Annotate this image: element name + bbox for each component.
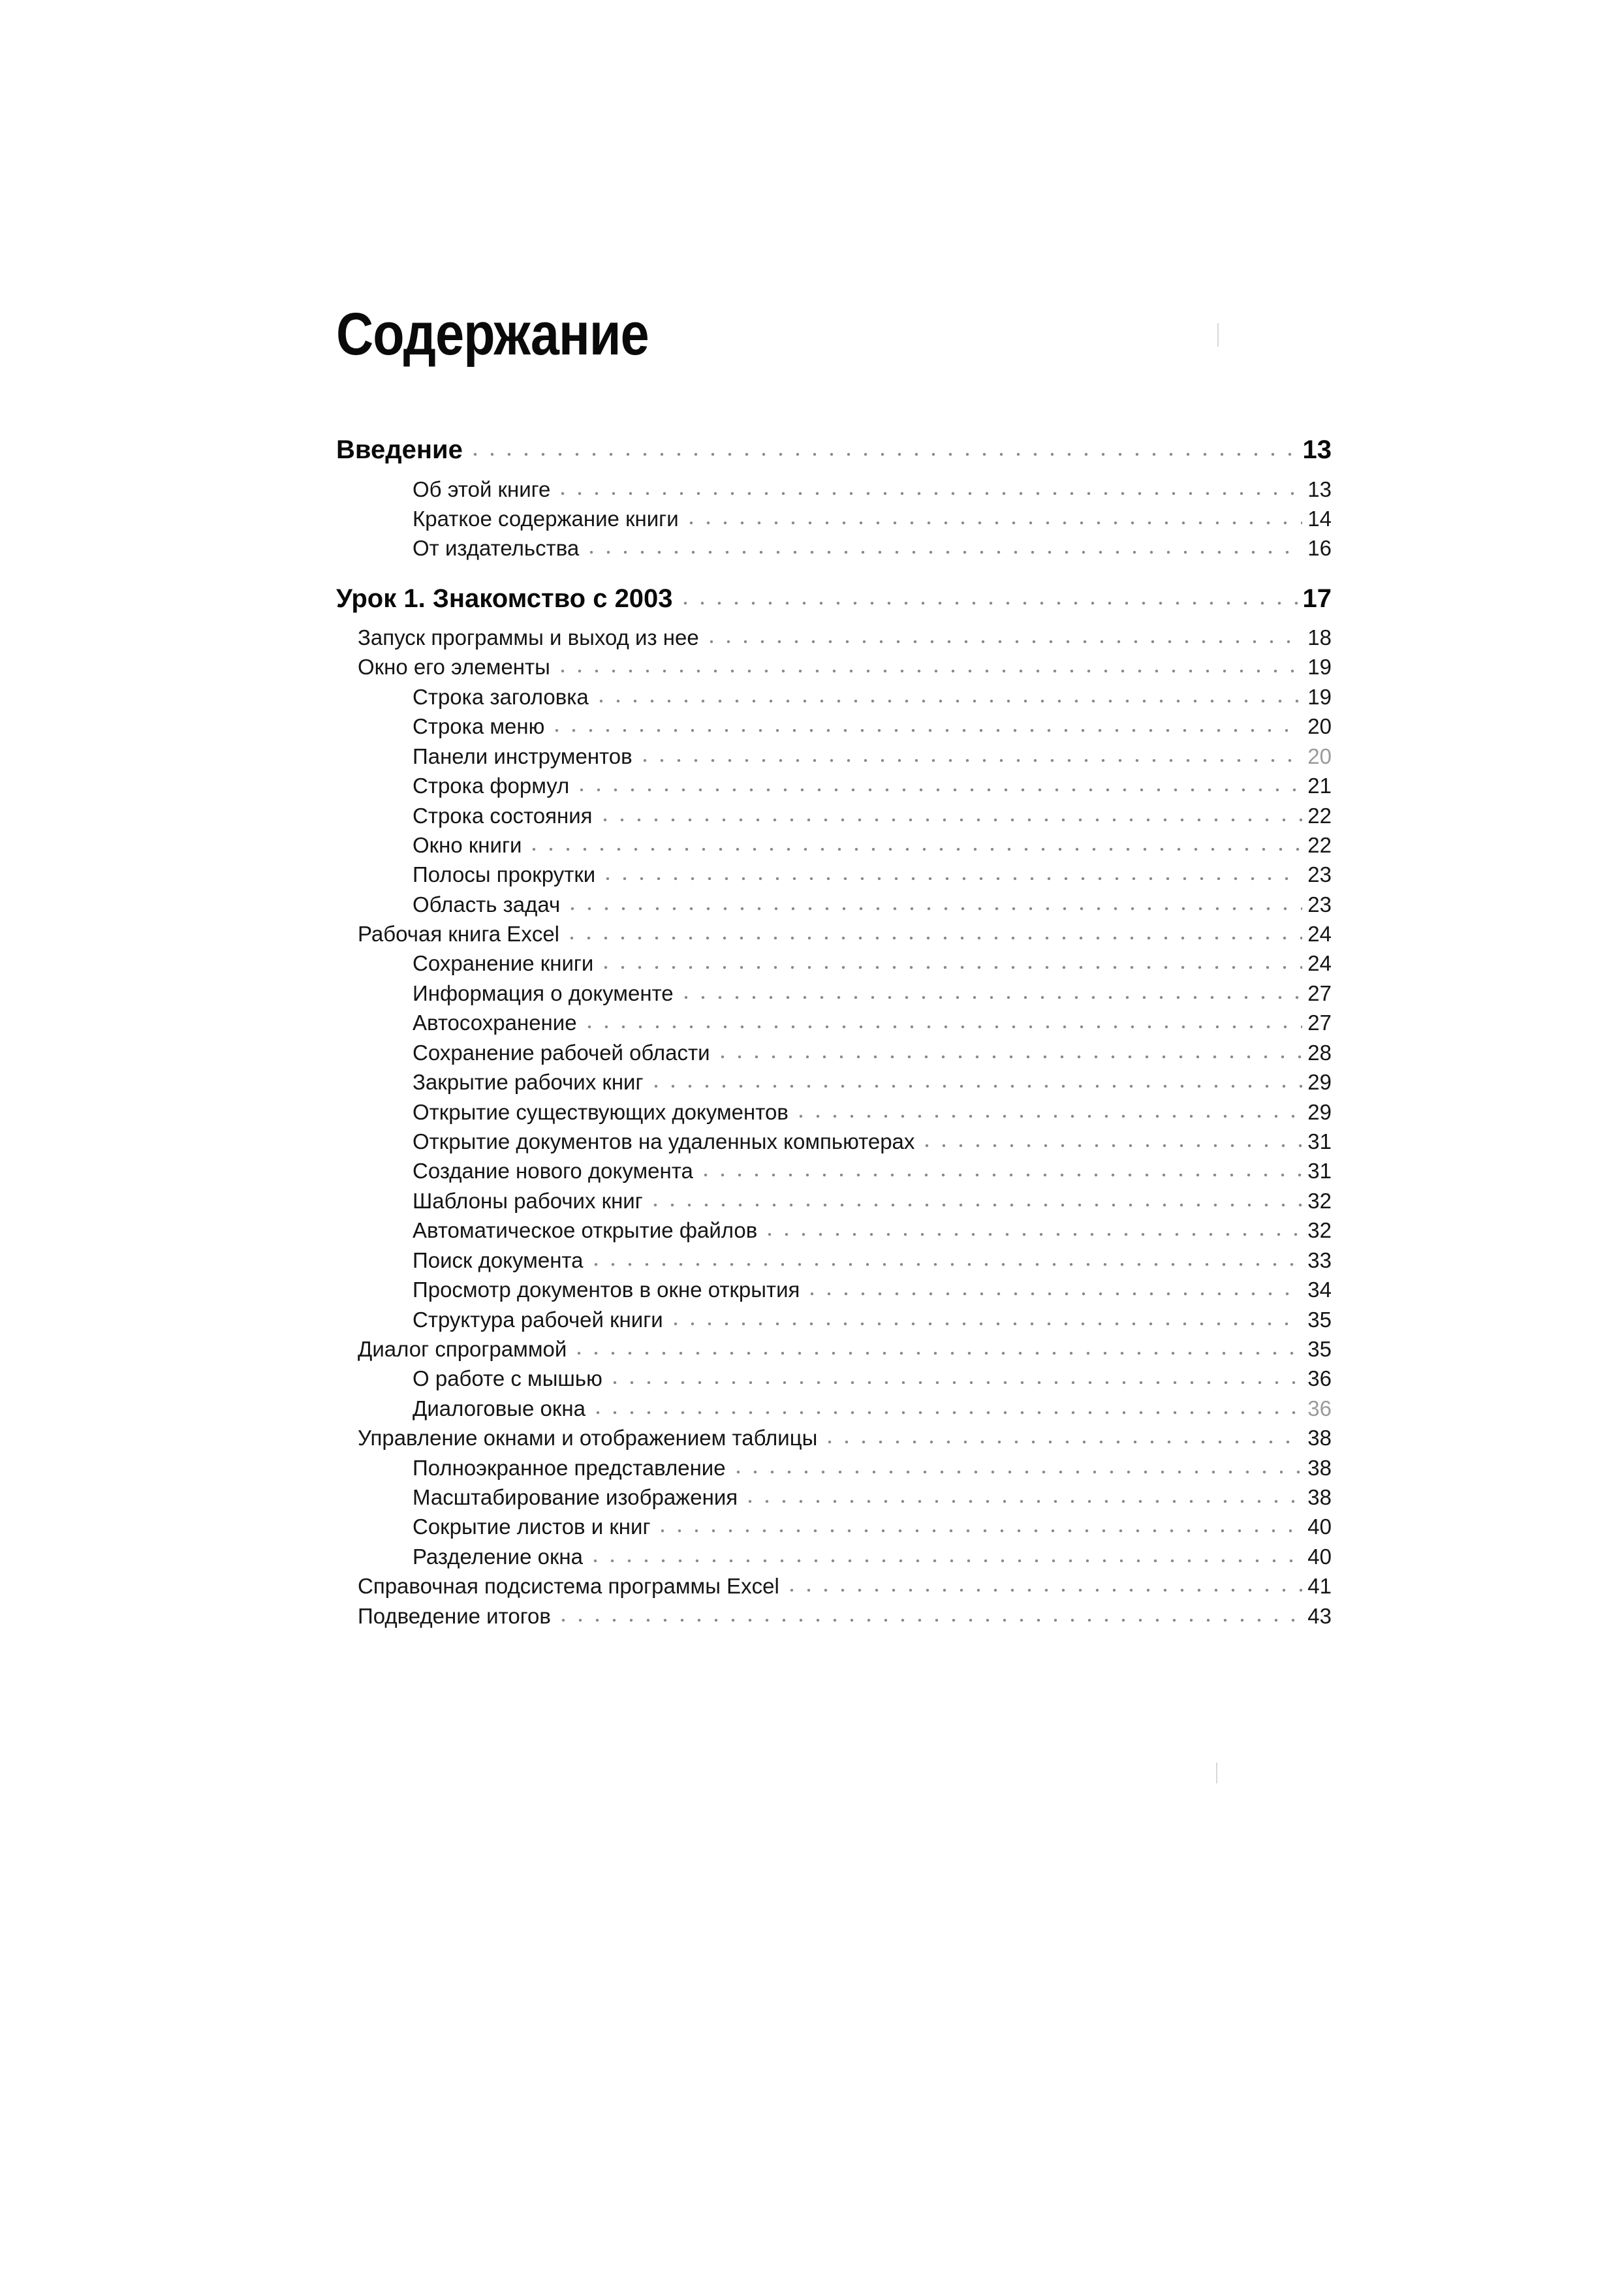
toc-entry bbox=[413, 890, 1332, 919]
dot-leader bbox=[589, 1409, 1302, 1416]
toc-entry-label: Введение bbox=[336, 435, 463, 464]
toc-entry bbox=[413, 1216, 1332, 1245]
toc-entry-label: Открытие существующих документов bbox=[413, 1100, 789, 1124]
dot-leader bbox=[583, 549, 1302, 556]
toc-entry-page: 40 bbox=[1307, 1545, 1332, 1569]
toc-entry bbox=[358, 1602, 1332, 1631]
toc-entry bbox=[358, 623, 1332, 652]
toc-entry-label: Рабочая книга Excel bbox=[358, 922, 560, 946]
toc-entry-page: 23 bbox=[1307, 892, 1332, 917]
dot-leader bbox=[654, 1528, 1302, 1534]
toc-entry bbox=[358, 1335, 1332, 1364]
toc-entry-page: 36 bbox=[1307, 1396, 1332, 1420]
dot-leader bbox=[636, 757, 1303, 764]
toc-entry bbox=[413, 505, 1332, 533]
toc-entry-label: Строка формул bbox=[413, 774, 570, 798]
toc-entry bbox=[413, 831, 1332, 860]
toc-entry bbox=[413, 1187, 1332, 1216]
toc-entry-page: 22 bbox=[1307, 804, 1332, 828]
dot-leader bbox=[761, 1231, 1302, 1238]
toc-entry-label: От издательства bbox=[413, 536, 580, 560]
toc-entry-page: 31 bbox=[1307, 1129, 1332, 1153]
toc-entry-label: Сохранение книги bbox=[413, 951, 594, 975]
toc-entry-page: 18 bbox=[1307, 625, 1332, 650]
dot-leader bbox=[730, 1469, 1303, 1475]
toc-entry bbox=[413, 1009, 1332, 1037]
toc-entry-label: Просмотр документов в окне открытия bbox=[413, 1278, 800, 1302]
toc-entry-page: 35 bbox=[1307, 1337, 1332, 1361]
toc-entry bbox=[413, 860, 1332, 889]
toc-entry bbox=[413, 979, 1332, 1008]
toc-entry bbox=[358, 920, 1332, 949]
toc-entry-page: 32 bbox=[1307, 1189, 1332, 1213]
toc-entry-page: 23 bbox=[1307, 862, 1332, 886]
toc-entry bbox=[358, 1424, 1332, 1452]
dot-leader bbox=[647, 1202, 1303, 1208]
toc-entry-label: Сохранение рабочей области bbox=[413, 1041, 710, 1065]
toc-entry bbox=[413, 1068, 1332, 1097]
toc-entry bbox=[413, 742, 1332, 771]
toc-entry-page: 20 bbox=[1307, 744, 1332, 768]
toc-entry-label: Закрытие рабочих книг bbox=[413, 1070, 644, 1094]
toc-entry bbox=[413, 712, 1332, 741]
dot-leader bbox=[697, 1172, 1302, 1178]
dot-leader bbox=[792, 1113, 1302, 1120]
toc-entry bbox=[413, 683, 1332, 712]
scan-artifact bbox=[1216, 1763, 1217, 1783]
toc-entry-label: Область задач bbox=[413, 892, 561, 917]
toc-entry bbox=[413, 534, 1332, 563]
scan-artifact bbox=[1217, 323, 1219, 347]
toc-entry-page: 21 bbox=[1307, 774, 1332, 798]
dot-leader bbox=[804, 1291, 1302, 1297]
toc-entry-introduction bbox=[336, 432, 1332, 467]
toc-entry bbox=[413, 1157, 1332, 1185]
toc-entry bbox=[413, 1246, 1332, 1275]
toc-entry-page: 27 bbox=[1307, 1011, 1332, 1035]
toc-entry bbox=[413, 772, 1332, 800]
dot-leader bbox=[587, 1558, 1302, 1564]
dot-leader bbox=[599, 875, 1302, 882]
dot-leader bbox=[587, 1261, 1303, 1268]
toc-entry-label: Диалог спрограммой bbox=[358, 1337, 567, 1361]
toc-entry-label: Справочная подсистема программы Excel bbox=[358, 1574, 779, 1598]
toc-entry-page: 38 bbox=[1307, 1485, 1332, 1509]
toc-entry-page: 13 bbox=[1307, 477, 1332, 501]
toc-entry-label: Полноэкранное представление bbox=[413, 1456, 726, 1480]
dot-leader bbox=[597, 817, 1303, 823]
dot-leader bbox=[667, 1321, 1303, 1327]
toc-entry bbox=[358, 653, 1332, 682]
toc-entry-page: 28 bbox=[1307, 1041, 1332, 1065]
toc-entry bbox=[413, 1454, 1332, 1482]
toc-entry bbox=[413, 1364, 1332, 1393]
toc-entry-label: Полосы прокрутки bbox=[413, 862, 596, 886]
toc-entry-label: Информация о документе bbox=[413, 981, 674, 1005]
toc-entry-label: Урок 1. Знакомство с 2003 bbox=[336, 584, 673, 613]
dot-leader bbox=[606, 1379, 1302, 1386]
toc-entry bbox=[413, 1039, 1332, 1067]
toc-entry-label: Разделение окна bbox=[413, 1545, 583, 1569]
dot-leader bbox=[548, 727, 1302, 734]
toc-entry-page: 32 bbox=[1307, 1218, 1332, 1242]
toc-entry-label: Краткое содержание книги bbox=[413, 507, 679, 531]
toc-entry bbox=[413, 1098, 1332, 1127]
dot-leader bbox=[563, 935, 1302, 941]
dot-leader bbox=[525, 846, 1302, 853]
toc-entry-page: 35 bbox=[1307, 1308, 1332, 1332]
toc-entry-page: 20 bbox=[1307, 714, 1332, 738]
dot-leader bbox=[678, 994, 1303, 1001]
toc-entry-label: Подведение итогов bbox=[358, 1604, 551, 1628]
toc-entry-label: Поиск документа bbox=[413, 1248, 584, 1272]
toc-entry bbox=[413, 1483, 1332, 1512]
toc-entry-label: Создание нового документа bbox=[413, 1159, 693, 1183]
toc-entry-label: Автоматическое открытие файлов bbox=[413, 1218, 758, 1242]
toc-entry-page: 24 bbox=[1307, 922, 1332, 946]
toc-entry-lesson-1 bbox=[336, 581, 1332, 616]
toc-entry-label: Шаблоны рабочих книг bbox=[413, 1189, 643, 1213]
dot-leader bbox=[581, 1024, 1303, 1030]
toc-entry-page: 16 bbox=[1307, 536, 1332, 560]
toc-entry-page: 29 bbox=[1307, 1100, 1332, 1124]
toc-entry bbox=[413, 1513, 1332, 1541]
dot-leader bbox=[554, 490, 1302, 497]
toc-entry bbox=[413, 1394, 1332, 1423]
toc-entry-label: Сокрытие листов и книг bbox=[413, 1514, 651, 1539]
toc-entry-page: 14 bbox=[1307, 507, 1332, 531]
dot-leader bbox=[918, 1142, 1302, 1149]
toc-entry bbox=[413, 802, 1332, 830]
dot-leader bbox=[570, 1350, 1302, 1357]
toc-entry-page: 13 bbox=[1302, 435, 1332, 464]
toc-entry-page: 31 bbox=[1307, 1159, 1332, 1183]
toc-entry-label: Панели инструментов bbox=[413, 744, 632, 768]
toc-entry bbox=[413, 949, 1332, 978]
toc-entry-page: 19 bbox=[1307, 655, 1332, 679]
toc-entry-page: 41 bbox=[1307, 1574, 1332, 1598]
toc-entry bbox=[413, 1127, 1332, 1156]
toc-entry-page: 24 bbox=[1307, 951, 1332, 975]
toc-entry bbox=[413, 1543, 1332, 1571]
toc-entry-label: Структура рабочей книги bbox=[413, 1308, 663, 1332]
toc-entry-label: Строка состояния bbox=[413, 804, 593, 828]
toc-entry bbox=[413, 475, 1332, 504]
dot-leader bbox=[783, 1587, 1303, 1593]
dot-leader bbox=[597, 964, 1302, 971]
toc-entry-page: 22 bbox=[1307, 833, 1332, 857]
toc-entry-label: О работе с мышью bbox=[413, 1366, 602, 1390]
toc-entry-label: Об этой книге bbox=[413, 477, 551, 501]
toc-entry-label: Открытие документов на удаленных компьютерах bbox=[413, 1129, 915, 1153]
dot-leader bbox=[648, 1083, 1303, 1090]
toc-entry-page: 38 bbox=[1307, 1426, 1332, 1450]
toc-entry-page: 17 bbox=[1302, 584, 1332, 613]
dot-leader bbox=[683, 520, 1303, 526]
toc-entry-page: 38 bbox=[1307, 1456, 1332, 1480]
page-title: Содержание bbox=[336, 301, 649, 368]
dot-leader bbox=[467, 451, 1298, 458]
toc-entry-label: Окно его элементы bbox=[358, 655, 550, 679]
toc-entry-label: Управление окнами и отображением таблицы bbox=[358, 1426, 818, 1450]
toc-entry-label: Диалоговые окна bbox=[413, 1396, 586, 1420]
toc-entry-page: 27 bbox=[1307, 981, 1332, 1005]
toc-entry bbox=[358, 1572, 1332, 1601]
dot-leader bbox=[573, 787, 1302, 793]
toc-entry bbox=[413, 1276, 1332, 1304]
dot-leader bbox=[555, 1617, 1302, 1623]
toc-entry-page: 43 bbox=[1307, 1604, 1332, 1628]
toc-entry-label: Автосохранение bbox=[413, 1011, 577, 1035]
dot-leader bbox=[593, 698, 1302, 704]
toc-entry-label: Запуск программы и выход из нее bbox=[358, 625, 699, 650]
toc-entry-page: 29 bbox=[1307, 1070, 1332, 1094]
toc-entry-page: 34 bbox=[1307, 1278, 1332, 1302]
toc-entry bbox=[413, 1306, 1332, 1334]
dot-leader bbox=[677, 600, 1298, 606]
dot-leader bbox=[821, 1439, 1302, 1445]
toc-entry-label: Окно книги bbox=[413, 833, 522, 857]
toc-entry-page: 40 bbox=[1307, 1514, 1332, 1539]
toc-entry-label: Строка меню bbox=[413, 714, 545, 738]
dot-leader bbox=[742, 1498, 1302, 1505]
toc-entry-page: 33 bbox=[1307, 1248, 1332, 1272]
toc-entry-label: Строка заголовка bbox=[413, 685, 589, 709]
toc-entry-label: Масштабирование изображения bbox=[413, 1485, 738, 1509]
dot-leader bbox=[554, 668, 1302, 674]
toc-entry-page: 36 bbox=[1307, 1366, 1332, 1390]
dot-leader bbox=[703, 638, 1303, 645]
dot-leader bbox=[714, 1054, 1303, 1060]
toc-entry-page: 19 bbox=[1307, 685, 1332, 709]
dot-leader bbox=[564, 905, 1302, 912]
